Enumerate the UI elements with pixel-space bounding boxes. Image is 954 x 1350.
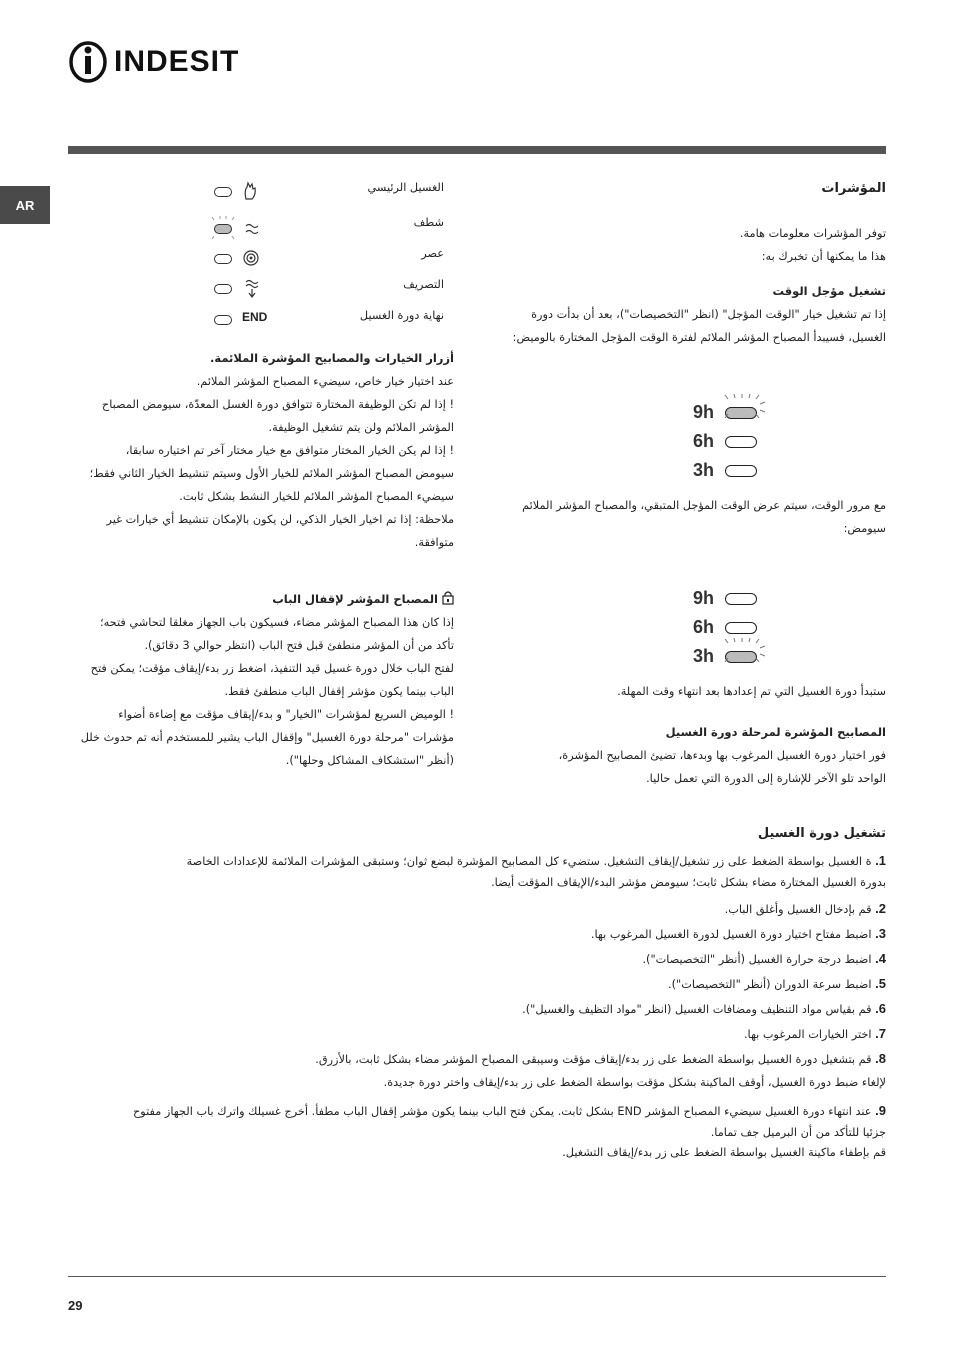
timer-label-9h: 9h — [693, 588, 715, 608]
options-line: سيضيء المصباح المؤشر الملائم للخيار النشط بشكل ثابت. — [179, 490, 454, 503]
delay-after-block — [500, 494, 886, 540]
door-title: المصباح المؤشر لإقفال الباب — [272, 592, 438, 606]
phase-label-end: نهاية دورة الغسيل — [359, 309, 444, 322]
wash-title: تشغيل دورة الغسيل — [757, 826, 886, 841]
phase-label-rinse: شطف — [413, 216, 444, 229]
step-text: ة الغسيل بواسطة الضغط على زر تشغيل/إيقاف التشغيل. ستضيء كل المصابيح المؤشرة لبضع ثوان؛ وستبقى المؤشرات الملائمة للإعدادات الخاصة — [186, 855, 872, 868]
options-line: ! إذا لم يكن الخيار المختار متوافق مع خيار مختار آخر تم اختياره سابقا، — [125, 444, 454, 457]
wash-step-8 — [315, 1051, 886, 1066]
timer-label-9h: 9h — [693, 402, 715, 422]
timer-lamp-3h — [725, 465, 757, 477]
wash-step-1-cont: بدورة الغسيل المختارة مضاء بشكل ثابت؛ سيومض مؤشر البدء/الإيقاف المؤقت أيضا. — [491, 876, 886, 889]
step-number: 3. — [875, 926, 886, 941]
lock-icon — [442, 590, 454, 605]
door-line: إذا كان هذا المصباح المؤشر مضاء، فسيكون باب الجهاز مغلقا لتحاشي فتحه؛ — [100, 616, 454, 629]
step-text: قم بإدخال الغسيل وأغلق الباب. — [724, 903, 872, 916]
blink-rays-icon — [718, 394, 766, 418]
step-number: 4. — [875, 951, 886, 966]
brand-name: INDESIT — [114, 45, 240, 78]
options-line: عند اختيار خيار خاص، سيضيء المصباح المؤشر الملائم. — [196, 375, 454, 388]
delay-text-1: إذا تم تشغيل خيار "الوقت المؤجل" (انظر "التخصيصات")، بعد أن بدأت دورة — [531, 308, 886, 321]
phase-lamp — [214, 254, 232, 264]
footer-rule — [68, 1276, 886, 1277]
step-number: 8. — [875, 1051, 886, 1066]
wash-step-5 — [668, 976, 886, 991]
options-line: ! إذا لم تكن الوظيفة المختارة تتوافق دورة الغسل المعدّة، سيومض المصباح — [101, 398, 454, 411]
delay-end: ستبدأ دورة الغسيل التي تم إعدادها بعد انتهاء وقت المهلة. — [617, 685, 886, 698]
door-line: تأكد من أن المؤشر منطفئ قبل فتح الباب (انتظر حوالي 3 دقائق). — [144, 639, 454, 652]
phase-text-1: فور اختيار دورة الغسيل المرغوب بها وبدءها، تضيئ المصابيح المؤشرة، — [558, 749, 886, 762]
phase-row-spin — [214, 247, 444, 269]
step-text: قم بقياس مواد التنظيف ومضافات الغسيل (انظر "مواد التظيف والغسيل"). — [522, 1003, 872, 1016]
phase-lamp — [214, 284, 232, 294]
door-section — [68, 588, 454, 772]
step-number: 6. — [875, 1001, 886, 1016]
delay-after-1: مع مرور الوقت، سيتم عرض الوقت المؤجل المتبقي، والمصباح المؤشر الملائم — [522, 499, 886, 512]
phase-text-2: الواحد تلو الآخر للإشارة إلى الدورة التي تعمل حاليا. — [646, 772, 886, 785]
brand-logo — [68, 40, 239, 84]
blink-rays-icon — [718, 638, 766, 662]
phase-label-drain: التصريف — [403, 278, 444, 291]
delay-title: تشغيل مؤجل الوقت — [772, 284, 886, 298]
rinse-icon — [244, 218, 262, 238]
indicators-section — [500, 176, 886, 349]
wash-step-8-cont: لإلغاء ضبط دورة الغسيل، أوقف الماكينة بشكل مؤقت بواسطة الضغط على زر بدء/إيقاف واختر دورة جديدة. — [383, 1076, 886, 1089]
wash-step-3 — [591, 926, 886, 941]
indicators-intro-1: توفر المؤشرات معلومات هامة. — [739, 227, 886, 240]
phase-row-drain — [214, 278, 444, 300]
wash-step-2 — [725, 901, 886, 916]
door-line: مؤشرات "مرحلة دورة الغسيل" وإقفال الباب يشير للمستخدم أنه تم حدوث خلل — [80, 731, 454, 744]
main-wash-icon — [242, 181, 258, 201]
phase-lamp — [214, 187, 232, 197]
wash-step-7 — [744, 1026, 886, 1041]
step-text: عند انتهاء دورة الغسيل سيضيء المصباح المؤشر END بشكل ثابت. يمكن فتح الباب بينما يكون مؤشر إقفال الباب مطفأ. أخرج غسيلك واترك باب الجهاز مفتوح — [133, 1105, 872, 1118]
door-line: الباب بينما يكون مؤشر إقفال الباب منطفئ فقط. — [224, 685, 454, 698]
blink-rays-icon — [208, 216, 238, 240]
phase-block — [500, 680, 886, 790]
step-number: 1. — [875, 853, 886, 868]
indicators-title: المؤشرات — [821, 181, 886, 196]
door-line: ! الوميض السريع لمؤشرات "الخيار" و بدء/إيقاف مؤقت مع إضاءة أضواء — [118, 708, 454, 721]
delay-timer-end — [693, 584, 757, 671]
phase-label-spin: عصر — [421, 247, 444, 260]
phase-lamp — [214, 315, 232, 325]
wash-step-9 — [133, 1103, 886, 1118]
door-title-row — [68, 588, 454, 611]
phase-label-main-wash: الغسيل الرئيسي — [367, 181, 444, 194]
step-number: 2. — [875, 901, 886, 916]
indicators-intro-2: هذا ما يمكنها أن تخبرك به: — [761, 250, 886, 263]
step-text: اضبط درجة حرارة الغسيل (أنظر "التخصيصات"). — [642, 953, 872, 966]
step-text: اضبط مفتاح اختيار دورة الغسيل لدورة الغسيل المرغوب بها. — [590, 928, 872, 941]
page-number: 29 — [68, 1298, 83, 1313]
timer-label-3h: 3h — [693, 460, 715, 480]
language-tab: AR — [0, 186, 50, 224]
step-number: 5. — [875, 976, 886, 991]
timer-lamp-6h — [725, 436, 757, 448]
phase-row-end — [214, 309, 444, 331]
options-line: ملاحظة: إذا تم اخيار الخيار الذكي، لن يكون بالإمكان تنشيط أي خيارات غير — [106, 513, 454, 526]
step-text: اضبط سرعة الدوران (أنظر "التخصيصات"). — [668, 978, 872, 991]
end-label: END — [242, 310, 268, 324]
step-text: قم بتشغيل دورة الغسيل بواسطة الضغط على زر بدء/إيقاف مؤقت وسيبقى المصباح المؤشر مضاء بشكل ثابت، بالأزرق. — [315, 1053, 872, 1066]
wash-step-1 — [187, 853, 886, 868]
drain-icon — [244, 278, 260, 300]
step-text: اختر الخيارات المرغوب بها. — [743, 1028, 872, 1041]
options-line: متوافقة. — [414, 536, 454, 549]
options-line: سيومض المصباح المؤشر الملائم للخيار الأول وسيتم تنشيط الخيار الثاني فقط؛ — [89, 467, 454, 480]
timer-lamp-6h — [725, 622, 757, 634]
wash-step-6 — [522, 1001, 886, 1016]
timer-lamp-9h — [725, 593, 757, 605]
timer-label-3h: 3h — [693, 646, 715, 666]
options-title: أزرار الخيارات والمصابيح المؤشرة الملائمة. — [209, 351, 454, 365]
delay-after-2: سيومض: — [843, 522, 886, 535]
step-number: 9. — [875, 1103, 886, 1118]
spin-icon — [242, 249, 260, 267]
header-bar — [68, 146, 886, 154]
delay-timer-start — [693, 398, 757, 485]
timer-label-6h: 6h — [693, 617, 715, 637]
brand-mark-icon — [68, 40, 108, 84]
wash-step-9-cont: جزئيا للتأكد من أن البرميل جف تماما. — [710, 1126, 886, 1139]
phase-row-main-wash — [214, 181, 444, 203]
timer-label-6h: 6h — [693, 431, 715, 451]
wash-step-9-cont2: قم بإطفاء ماكينة الغسيل بواسطة الضغط على زر بدء/إيقاف التشغيل. — [562, 1146, 886, 1159]
door-line: (أنظر "استشكاف المشاكل وحلها"). — [285, 754, 454, 767]
step-number: 7. — [875, 1026, 886, 1041]
delay-text-2: الغسيل، فسيبدأ المصباح المؤشر الملائم لفترة الوقت المؤجل المختارة بالوميض: — [512, 331, 886, 344]
options-section — [68, 347, 454, 554]
wash-step-4 — [642, 951, 886, 966]
phase-title: المصابيح المؤشرة لمرحلة دورة الغسيل — [665, 725, 886, 739]
door-line: لفتح الباب خلال دورة غسيل قيد التنفيذ، اضغط زر بدء/إيقاف مؤقت؛ يمكن فتح — [90, 662, 454, 675]
phase-row-rinse — [214, 216, 444, 238]
options-line: المؤشر الملائم ولن يتم تشغيل الوظيفة. — [268, 421, 454, 434]
